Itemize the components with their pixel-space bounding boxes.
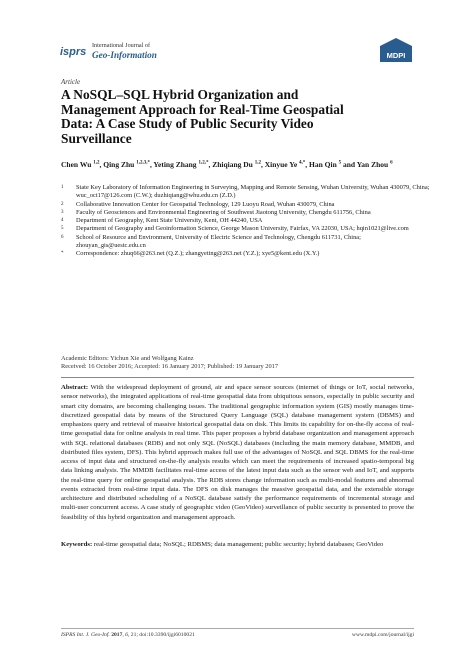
author-name: Yan Zhou — [356, 160, 391, 169]
academic-editors: Academic Editors: Yichun Xie and Wolfgang Kainz — [61, 355, 194, 362]
affiliation-item — [61, 225, 431, 233]
affiliation-item — [61, 209, 431, 217]
journal-prefix: International Journal of — [92, 42, 151, 49]
author-name: Xinyue Ye — [264, 160, 300, 169]
divider — [61, 377, 414, 378]
author-affiliation-marks: 5 — [338, 160, 342, 166]
author-name: Chen Wu — [61, 160, 94, 169]
author-affiliation-marks: 1,2 — [93, 160, 100, 166]
affiliation-item — [61, 184, 431, 201]
footer-year: 2017 — [111, 632, 123, 638]
isprs-logo-text: isprs — [60, 46, 87, 58]
affiliation-number: 5 — [61, 226, 64, 232]
author-affiliation-marks: 1,2 — [254, 160, 261, 166]
affiliation-text: Faculty of Geosciences and Environmental Engineering of Southwest Jiaotong University, Chengdu 611756, China — [76, 208, 371, 216]
footer-url[interactable]: www.mdpi.com/journal/ijgi — [351, 632, 414, 638]
affiliation-text: Department of Geography, Kent State University, Kent, OH 44240, USA — [76, 217, 263, 225]
mdpi-logo — [380, 38, 412, 62]
abstract-text: With the widespread deployment of ground, air and space sensor sources (internet of things or IoT, social networks, sensor networks), the integrated applications of real-time geospatial data from ubiquitous sensors, especially in public security and smart city domains, are becoming challenging issues. The traditional geographic information system (GIS) mostly manages time-discretized geospatial data by means of the Structured Query Language (SQL) database management system (DBMS) and emphasizes query and retrieval of massive historical geospatial data on disk. This limits its capability for on-the-fly access of real-time geospatial data for online analysis in real time. This paper proposes a hybrid database organization and management approach with SQL relational databases (RDB) and not only SQL (NoSQL) databases (including the main memory database, MMDB, and distributed files system, DFS). This hybrid approach makes full use of the advantages of NoSQL and SQL DBMS for the real-time access of input data and structured on-the-fly analysis results which can meet the requirements of increased spatio-temporal big data linking analysis. The MMDB facilitates real-time access of the latest input data such as the sensor web and IoT, and supports the real-time query for online geospatial analysis. The RDB stores change information such as multi-modal features and abnormal events extracted from real-time input data. The DFS on disk manages the massive geospatial data, and the extensible storage architecture and distributed scheduling of a NoSQL database satisfy the performance requirements of incremental storage and multi-user concurrent access. A case study of geographic video (GeoVideo) surveillance of public security is presented to prove the feasibility of this hybrid organization and management approach. — [61, 384, 414, 521]
affiliation-number: 3 — [61, 209, 64, 215]
affiliation-number: 1 — [61, 185, 64, 190]
affiliation-number: * — [61, 251, 64, 257]
author-separator: , — [260, 160, 265, 169]
affiliation-item — [61, 217, 431, 225]
author-affiliation-marks: 1,2,3,* — [136, 160, 150, 166]
article-dates: Received: 16 October 2016; Accepted: 16 January 2017; Published: 19 January 2017 — [61, 363, 279, 371]
abstract-label: Abstract: — [61, 384, 89, 391]
page-title: A NoSQL–SQL Hybrid Organization and Management Approach for Real-Time Geospatial Data: A Case Study of Public Security Video Surveillance — [61, 87, 344, 146]
affiliation-text: State Key Laboratory of Information Engineering in Surveying, Mapping and Remote Sensing, Wuhan University, Wuhan 430079, China; wuc_oct17@126.com (C.W.); duzhiqiang@whu.edu.cn (Z.D.) — [76, 184, 430, 200]
footer-divider — [61, 628, 414, 629]
author-separator: , — [99, 160, 104, 169]
affiliation-number: 6 — [61, 234, 64, 240]
article-type: Article — [61, 78, 81, 86]
author-name: Qing Zhu — [103, 160, 137, 169]
isprs-logo — [60, 41, 90, 61]
affiliation-item — [61, 234, 431, 251]
affiliation-text: Department of Geography and Geoinformation Science, George Mason University, Fairfax, VA 22030, USA; hqin1021@live.com — [76, 225, 409, 233]
mdpi-logo-text: MDPI — [386, 51, 406, 60]
keywords — [61, 540, 414, 549]
affiliation-text: Collaborative Innovation Center for Geospatial Technology, 129 Luoyu Road, Wuhan 430079, China — [76, 200, 335, 208]
editorial-info — [61, 355, 431, 372]
footer-volume: 6 — [125, 632, 128, 638]
author-affiliation-marks: 4,* — [299, 160, 306, 166]
author-name: Yeting Zhang — [153, 160, 199, 169]
author-list — [61, 160, 431, 170]
affiliation-item — [61, 250, 431, 258]
author-affiliation-marks: 6 — [390, 160, 393, 166]
author-affiliation-marks: 1,2,* — [198, 160, 209, 166]
keywords-text: real-time geospatial data; NoSQL; RDBMS; data management; public security; hybrid databases; GeoVideo — [93, 541, 384, 548]
author-separator: , — [149, 160, 154, 169]
affiliation-number: 2 — [61, 201, 64, 207]
footer-doi: , 21; doi:10.3390/ijgi6010021 — [127, 632, 195, 638]
affiliation-text: Correspondence: zhuq66@263.net (Q.Z.); zhangyeting@263.net (Y.Z.); xye5@kent.edu (X.Y.) — [76, 250, 320, 258]
affiliation-list — [61, 184, 431, 259]
author-separator: and — [341, 160, 357, 169]
keywords-label: Keywords: — [61, 541, 93, 548]
author-separator: , — [305, 160, 310, 169]
journal-name: Geo-Information — [92, 50, 157, 60]
author-name: Han Qin — [309, 160, 339, 169]
abstract — [61, 383, 414, 522]
author-separator: , — [208, 160, 213, 169]
author-name: Zhiqiang Du — [212, 160, 255, 169]
affiliation-text: School of Resource and Environment, University of Electric Science and Technology, Chengdu 611731, China; zhouyan_gis@uestc.edu.cn — [76, 233, 361, 250]
footer-citation: ISPRS Int. J. Geo-Inf. 2017, 6, 21; doi:10.3390/ijgi6010021 — [61, 632, 195, 638]
affiliation-item — [61, 201, 431, 209]
footer-journal: ISPRS Int. J. Geo-Inf. — [61, 632, 110, 638]
affiliation-number: 4 — [61, 218, 64, 224]
